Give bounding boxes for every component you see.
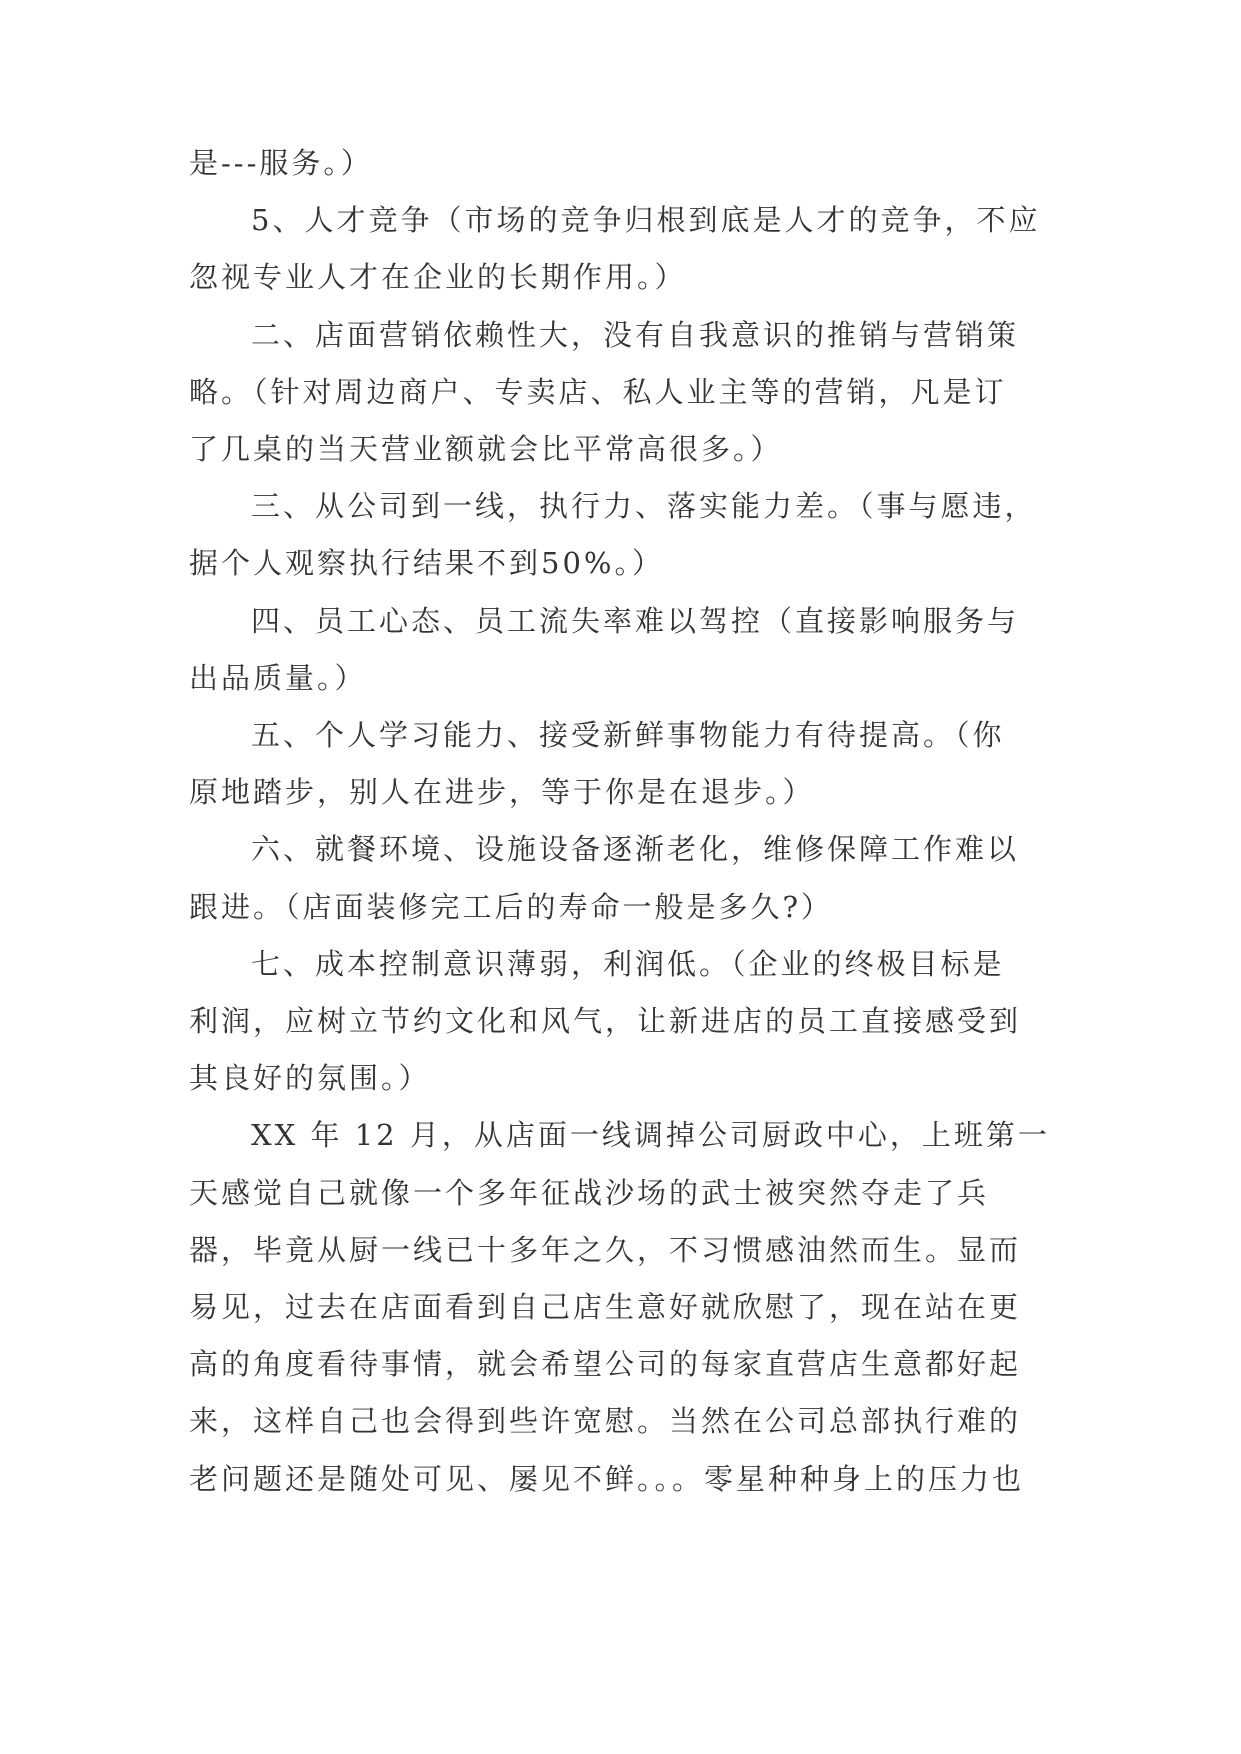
text-line: 五、个人学习能力、接受新鲜事物能力有待提高。（你 bbox=[251, 718, 1005, 752]
text-line: 二、店面营销依赖性大，没有自我意识的推销与营销策 bbox=[251, 317, 1020, 352]
text-line: 高的角度看待事情，就会希望公司的每家直营店生意都好起 bbox=[189, 1347, 1022, 1382]
text-line: XX 年 12 月，从店面一线调掉公司厨政中心，上班第一 bbox=[251, 1118, 1050, 1153]
text-line: 了几桌的当天营业额就会比平常高很多。） bbox=[189, 432, 783, 466]
text-line: 其良好的氛围。） bbox=[189, 1061, 431, 1096]
text-line: 5、人才竞争（市场的竞争归根到底是人才的竞争，不应 bbox=[251, 203, 1041, 238]
text-line: 略。（针对周边商户、专卖店、私人业主等的营销，凡是订 bbox=[189, 374, 1007, 409]
text-line: 是---服务。） bbox=[189, 146, 373, 180]
text-line: 出品质量。） bbox=[189, 660, 367, 695]
text-line: 器，毕竟从厨一线已十多年之久，不习惯感油然而生。显而 bbox=[189, 1232, 1022, 1267]
text-line: 原地踏步，别人在进步，等于你是在退步。） bbox=[189, 775, 815, 810]
text-line: 利润，应树立节约文化和风气，让新进店的员工直接感受到 bbox=[189, 1004, 1022, 1038]
text-line: 四、员工心态、员工流失率难以驾控（直接影响服务与 bbox=[251, 603, 1020, 638]
text-line: 天感觉自己就像一个多年征战沙场的武士被突然夺走了兵 bbox=[189, 1175, 990, 1210]
text-line: 三、从公司到一线，执行力、落实能力差。（事与愿违， bbox=[251, 489, 1037, 524]
text-line: 老问题还是随处可见、屡见不鲜。。。零星种种身上的压力也 bbox=[189, 1461, 1025, 1496]
text-line: 来，这样自己也会得到些许宽慰。当然在公司总部执行难的 bbox=[189, 1404, 1022, 1439]
text-line: 据个人观察执行结果不到50%。） bbox=[189, 546, 664, 581]
text-line: 忽视专业人才在企业的长期作用。） bbox=[189, 260, 687, 295]
text-line: 六、就餐环境、设施设备逐渐老化，维修保障工作难以 bbox=[251, 832, 1020, 867]
text-line: 七、成本控制意识薄弱，利润低。（企业的终极目标是 bbox=[251, 946, 1005, 981]
text-line: 跟进。（店面装修完工后的寿命一般是多久?） bbox=[189, 889, 834, 924]
text-line: 易见，过去在店面看到自己店生意好就欣慰了，现在站在更 bbox=[189, 1290, 1022, 1324]
